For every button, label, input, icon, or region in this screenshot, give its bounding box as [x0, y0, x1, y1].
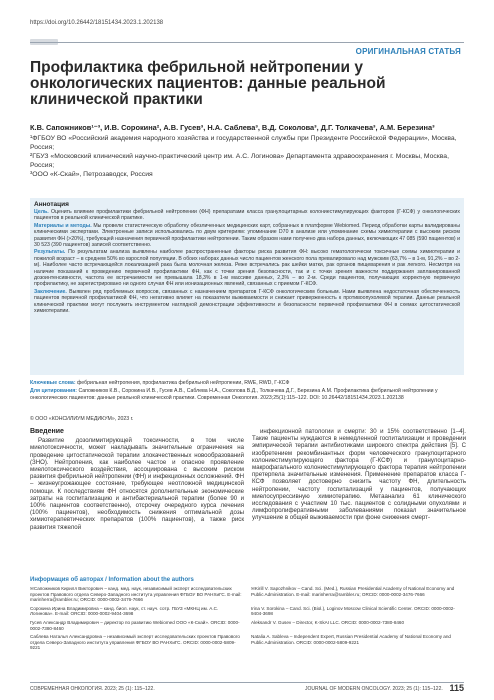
methods-text: Мы провели статистическую обработку обезличенных медицинских карт, собранных в платформе Webiomed. Период обработки карты валидированы клиническими экспертами. Электронные записи использовались по двум критериям: упоминание D70 в анализе или упоминание схемы химиотерапии с высоким риском развития ФН (>20%), требующей назначения первичной профилактики нейтропении. Таким образом нами получено два набора данных, включающих 47 085 (590 пациентов) и 30 523 (390 пациентов) записей соответственно. — [34, 222, 460, 249]
methods-label: Материалы и методы. — [34, 222, 92, 229]
author-list: К.В. Сапожников¹⁻³, И.В. Сорокина², А.В. Гусев³, Н.А. Саблева³, В.Д. Соколова³, Д.Г. Толкачева³, А.М. Березина³ — [30, 123, 435, 132]
intro-text-left: Развитие дозолимитирующей токсичности, в том числе миелотоксичности, может накладывать значительные ограничения на проведение цитостатической терапии злокачественных новообразований (ЗНО). Нейтропения, как наиболее частое и опасное проявление миелотоксического воздействия, ассоциирована с высоким риском развития фебрильной нейтропении (ФН) и инфекционных осложнений. ФН – жизнеугрожающее состояние, требующее неотложной медицинской помощи. К последствиям ФН относятся дополнительные экономические затраты на госпитализацию и антибактериальной терапии (более 90 и 100% пациентов соответственно), отсрочку очередного курса лечения (100% пациентов), необходимость снижения оптимальной дозы химиотерапевтических препаратов (100% пациентов), а также риск развития тяжелой — [30, 437, 244, 531]
footer-divider — [30, 682, 464, 683]
doi-link[interactable]: https://doi.org/10.26442/18151434.2023.1.202138 — [30, 20, 164, 26]
section-label: ОРИГИНАЛЬНАЯ СТАТЬЯ — [355, 47, 461, 56]
citation — [30, 388, 464, 401]
copyright: © ООО «КОНСИЛИУМ МЕДИКУМ», 2023 г. — [30, 416, 134, 422]
cite-label: Для цитирования: — [30, 388, 77, 394]
body-column-left — [30, 428, 244, 531]
aim-text: Оценить влияние профилактики фебрильной нейтропении (ФН) препаратами класса гранулоцитарных колониестимулирующих факторов (Г-КСФ) у онкологических пациентов в реальной клинической практике. — [34, 209, 460, 222]
affiliation-3: ³ООО «К-Скай», Петрозаводск, Россия — [30, 171, 153, 178]
abstract-box — [30, 198, 464, 375]
author-info-grid — [30, 586, 464, 654]
abstract-conclusion — [34, 289, 460, 315]
intro-heading: Введение — [30, 428, 64, 435]
results-text: По результатам анализа выявлены наиболее распространенные факторы риска развития ФН: высоко гематологически токсичные схемы химиотерапии и пожилой возраст – в среднем 50% во взрослой популяции. В обоих наборах данных число пациентов женского пола превалировало над мужским (63,7% – в 1-м, 91,2% – во 2-м). Наиболее часто встречающейся локализацией рака была молочная железа. Реже встречались рак шейки матки, рак органов пищеварения и рак легкого. Несмотря на наличие показаний к проведению первичной профилактики ФН, как с точки зрения безопасности, так и с точки зрения важности поддержания запланированной дозоинтенсивности, частота ее встречаемости не превышала 18,3% в 1-м массиве данных, 2,3% – во 2-м. Среди пациентов, получающих корректную первичную профилактику, не зарегистрировано ни одного случая ФН или ионизационных явлений, связанных с приемом Г-КСФ. — [34, 249, 460, 288]
affiliation-1: ¹ФГБОУ ВО «Российский академия народного хозяйства и государственной службы при Президенте Российской Федерации», Москва, Россия; — [30, 135, 457, 151]
abstract-methods — [34, 223, 460, 249]
author-info-en: ✉Kirill V. Sapozhnikov – Cand. Sci. (Med.), Russian Presidential Academy of National Economy and Public Administration. E-mail: marinherra@rambler.ru; ORCID: 0000-0002-3476-7666 — [251, 586, 455, 597]
keywords — [30, 380, 464, 387]
author-info-heading: Информация об авторах / Information about the authors — [30, 577, 194, 583]
page-number: 115 — [449, 683, 464, 693]
keywords-label: Ключевые слова: — [30, 380, 76, 386]
results-label: Результаты. — [34, 249, 66, 256]
header-divider — [30, 42, 464, 43]
author-info-en: Irina V. Sorokina – Cand. Sci. (Biol.), Loginov Moscow Clinical Scientific Center. ORCID: 0000-0002-9404-3698 — [251, 605, 455, 617]
keywords-text: фебрильная нейтропения, профилактика фебрильной нейтропении, RWE, RWD, Г-КСФ — [77, 380, 290, 386]
conclusion-text: Выявлен ряд проблемных вопросов, связанных с назначением препаратов Г-КСФ онкологическим больным. Нами выявлена недостаточная обеспеченность пациентов первичной профилактикой ФН, что негативно влияет на показатели выживаемости и снижает приверженность к противоопухолевой терапии. Данные реальной клинической практики могут послужить инструментом наглядной демонстрации эффективности и безопасности первичной профилактики ФН в схемах цитостатической химиотерапии. — [34, 288, 460, 315]
footer-journal-ru: СОВРЕМЕННАЯ ОНКОЛОГИЯ. 2023; 25 (1): 115–122. — [30, 686, 155, 692]
abstract-results — [34, 249, 460, 287]
affiliation-2: ²ГБУЗ «Московский клинический научно-практический центр им. А.С. Логинова» Департамента здравоохранения г. Москвы, Москва, Россия; — [30, 153, 449, 169]
author-info — [30, 577, 464, 695]
author-info-en: Aleksandr V. Gusev – Director, K-SkAI LLC. ORCID: 0000-0002-7380-8460 — [251, 619, 405, 625]
author-info-ru: ✉Сапожников Кирилл Викторович – канд. мед. наук, независимый эксперт исследовательских проектов Правового отдела Северо-Западного института управления ФГБОУ ВО РАНХиГС. E-mail: marinherra@rambler.ru; ORCID: 0000-0002-3476-7666 — [30, 586, 242, 603]
article-title: Профилактика фебрильной нейтропении у онкологических пациентов: данные реальной клинической практики — [30, 59, 386, 108]
author-info-ru: Сорокина Ирина Владимировна – канд. биол. наук, ст. науч. сотр. ГБУЗ «МКНЦ им. А.С. Логинова». E-mail: ORCID: 0000-0002-9404-3698 — [30, 605, 219, 617]
cite-text: Сапожников К.В., Сорокина И.В., Гусев А.В., Саблева Н.А., Соколова В.Д., Толкачева Д.Г., Березина А.М. Профилактика фебрильной нейтропении у онкологических пациентов: данные реальной клинической практики. Современная Онкология. 2023;25(1):115–122. DOI: 10.26442/18151434.2023.1.202138 — [30, 388, 438, 401]
author-info-en: Natalia A. Sableva – Independent Expert, Russian Presidential Academy of National Economy and Public Administration. ORCID: 0000-0002-5809-9221 — [251, 634, 451, 645]
author-info-ru: Гусев Александр Владимирович – директор по развитию Webiomed ООО «К-Скай». ORCID: 0000-0002-7380-8460 — [30, 619, 240, 631]
footer-journal-en: JOURNAL OF MODERN ONCOLOGY. 2023; 25 (1): 115–122. — [305, 686, 443, 692]
abstract-aim — [34, 209, 460, 222]
conclusion-label: Заключение. — [34, 288, 67, 295]
intro-text-right: инфекционной патологии и смерти: 30 и 15% соответственно [1–4]. Такие пациенты нуждаются в немедленной госпитализации и проведении эмпирической терапии антибиотиками широкого спектра действия [5]. С изобретением рекомбинантных форм человеческого гранулоцитарного колониестимулирующего фактора (Г-КСФ) и гранулоцитарно-макрофагального колониестимулирующего фактора терапия нейтропении претерпела значительные изменения. Применение препаратов класса Г-КСФ позволяет достоверно снизить частоту ФН, длительность нейтропении, частоту госпитализаций у пациентов, получающих миелосупрессивную химиотерапию. Метаанализ 61 клинического исследования с участием 10 тыс. пациентов с солидными опухолями и лимфопролиферативными заболеваниями показал значительное улучшение в общей выживаемости при фоне снижения смерт- — [252, 428, 466, 522]
author-info-ru: Саблева Наталья Александровна – независимый эксперт исследовательских проектов Правового отдела Северо-Западного института управления ФГБОУ ВО РАНХиГС. ORCID: 0000-0002-5809-9221 — [30, 634, 240, 651]
body-column-right — [252, 428, 466, 522]
aim-label: Цель. — [34, 209, 49, 215]
abstract-heading: Аннотация — [34, 201, 69, 208]
